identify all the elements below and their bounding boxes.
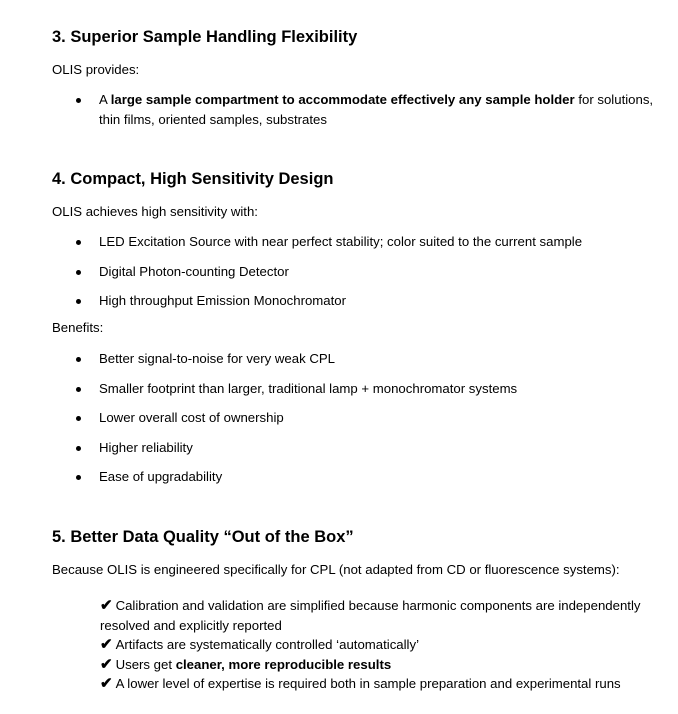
- check-item: [100, 635, 660, 655]
- bullet-bold-text: large sample compartment to accommodate effectively any sample holder: [110, 92, 575, 107]
- sensitivity-list: [52, 232, 668, 311]
- bullet-icon: [76, 475, 81, 480]
- check-item: [100, 596, 660, 635]
- check-item: [100, 655, 660, 675]
- list-item-text: High throughput Emission Monochromator: [99, 293, 347, 308]
- checkmark-icon: ✔: [100, 597, 113, 614]
- benefits-list: [52, 349, 668, 487]
- list-item: [52, 262, 668, 282]
- bullet-icon: [76, 299, 81, 304]
- list-item: [52, 232, 668, 252]
- list-item-text: Better signal-to-noise for very weak CPL: [99, 351, 336, 366]
- quality-checklist: [100, 596, 660, 694]
- check-item-bold-text: cleaner, more reproducible results: [175, 656, 392, 672]
- bullet-icon: [76, 98, 81, 103]
- bullet-icon: [76, 446, 81, 451]
- checkmark-icon: ✔: [100, 655, 113, 673]
- section-5-intro: Because OLIS is engineered specifically for CPL (not adapted from CD or fluorescence systems):: [52, 562, 620, 577]
- list-item: [52, 408, 668, 428]
- checkmark-icon: ✔: [100, 636, 113, 653]
- section-4-heading: 4. Compact, High Sensitivity Design: [52, 170, 334, 188]
- benefits-label: Benefits:: [52, 320, 104, 335]
- bullet-icon: [76, 240, 81, 245]
- bullet-icon: [76, 270, 81, 275]
- check-item: [100, 674, 660, 694]
- list-item: [52, 438, 668, 458]
- list-item-text: Digital Photon-counting Detector: [99, 263, 289, 279]
- section-3-heading: 3. Superior Sample Handling Flexibility: [52, 28, 358, 46]
- check-item-text: Users get: [115, 656, 176, 672]
- check-item-text: A lower level of expertise is required both in sample preparation and experimental runs: [115, 676, 621, 691]
- checkmark-icon: ✔: [100, 675, 113, 692]
- section-3-list: [52, 90, 668, 129]
- list-item: [52, 90, 668, 129]
- list-item-text: Lower overall cost of ownership: [99, 410, 284, 425]
- bullet-icon: [76, 416, 81, 421]
- bullet-icon: [76, 357, 81, 362]
- bullet-prefix: A: [99, 92, 111, 107]
- bullet-icon: [76, 387, 81, 392]
- bullet-suffix: for solutions, thin films, oriented samples, substrates: [99, 92, 654, 127]
- list-item: [52, 349, 668, 369]
- list-item: [52, 291, 668, 311]
- check-item-text: Calibration and validation are simplified because harmonic components are independently resolved and explicitly reported: [100, 598, 641, 633]
- list-item: [52, 379, 668, 399]
- section-5-heading: 5. Better Data Quality “Out of the Box”: [52, 528, 354, 546]
- section-4-intro: OLIS achieves high sensitivity with:: [52, 204, 258, 219]
- check-item-text: Artifacts are systematically controlled ‘automatically’: [115, 637, 420, 652]
- list-item: [52, 467, 668, 487]
- list-item-text: LED Excitation Source with near perfect stability; color suited to the current sample: [99, 234, 583, 249]
- list-item-text: Smaller footprint than larger, traditional lamp + monochromator systems: [99, 380, 518, 396]
- list-item-text: Higher reliability: [99, 439, 193, 455]
- list-item-text: Ease of upgradability: [99, 469, 223, 484]
- section-3-intro: OLIS provides:: [52, 62, 140, 77]
